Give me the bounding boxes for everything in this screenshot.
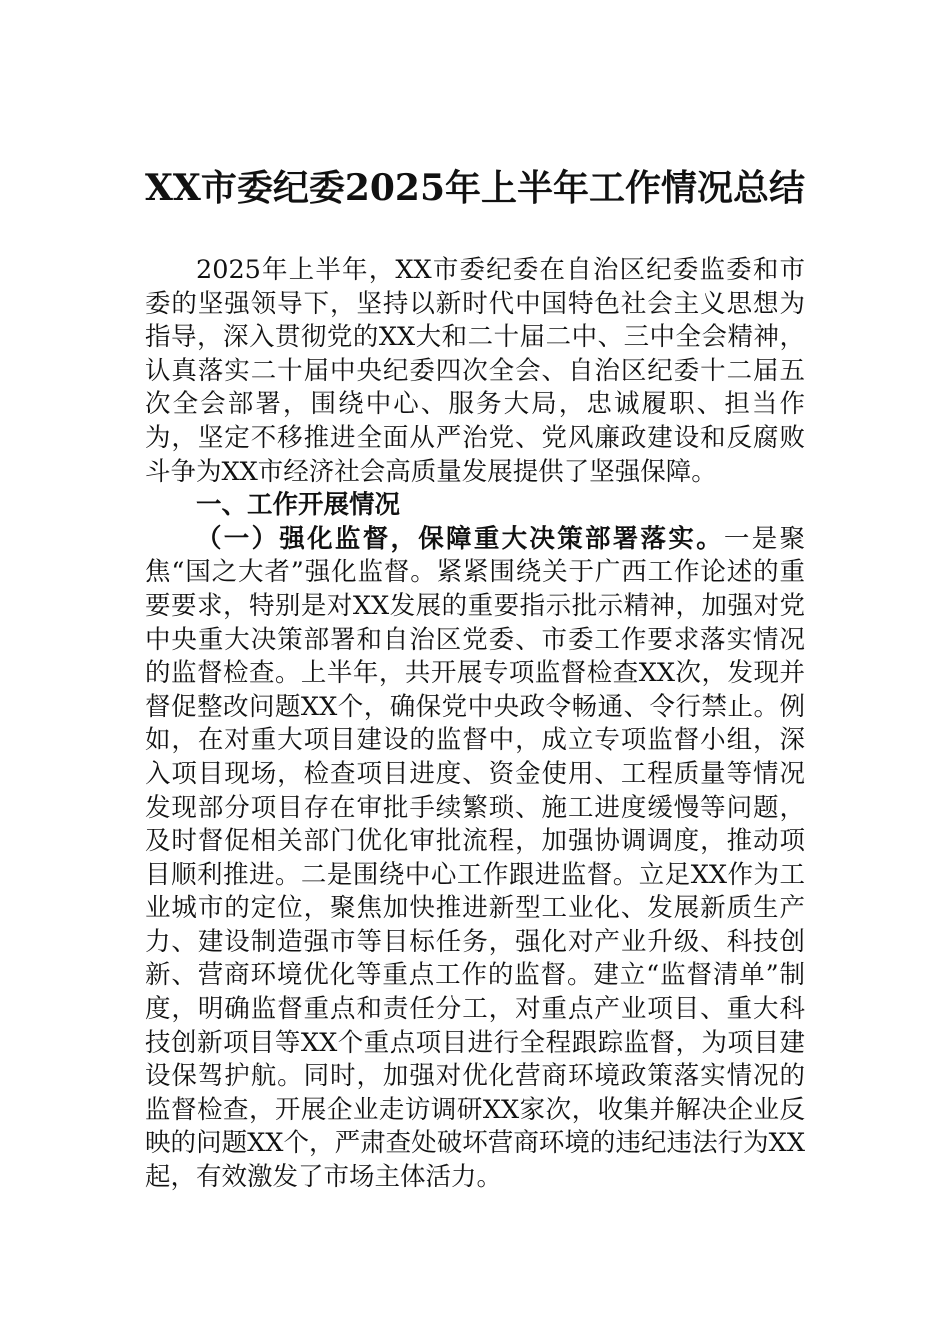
- intro-paragraph: 2025年上半年，XX市委纪委在自治区纪委监委和市委的坚强领导下，坚持以新时代中国特色社会主义思想为指导，深入贯彻党的XX大和二十届二中、三中全会精神，认真落实二十届中央纪委四次全会、自治区纪委十二届五次全会部署，围绕中心、服务大局，忠诚履职、担当作为，坚定不移推进全面从严治党、党风廉政建设和反腐败斗争为XX市经济社会高质量发展提供了坚强保障。: [145, 255, 805, 487]
- subsection-paragraph-1: [145, 523, 805, 1195]
- document-title: XX市委纪委2025年上半年工作情况总结: [144, 167, 806, 209]
- subsection-body-1: 一是聚焦“国之大者”强化监督。紧紧围绕关于广西工作论述的重要要求，特别是对XX发展的重要指示批示精神，加强对党中央重大决策部署和自治区党委、市委工作要求落实情况的监督检查。上半年，共开展专项监督检查XX次，发现并督促整改问题XX个，确保党中央政令畅通、令行禁止。例如，在对重大项目建设的监督中，成立专项监督小组，深入项目现场，检查项目进度、资金使用、工程质量等情况发现部分项目存在审批手续繁琐、施工进度缓慢等问题，及时督促相关部门优化审批流程，加强协调调度，推动项目顺利推进。二是围绕中心工作跟进监督。立足XX作为工业城市的定位，聚焦加快推进新型工业化、发展新质生产力、建设制造强市等目标任务，强化对产业升级、科技创新、营商环境优化等重点工作的监督。建立“监督清单”制度，明确监督重点和责任分工，对重点产业项目、重大科技创新项目等XX个重点项目进行全程跟踪监督，为项目建设保驾护航。同时，加强对优化营商环境政策落实情况的监督检查，开展企业走访调研XX家次，收集并解决企业反映的问题XX个，严肃查处破坏营商环境的违纪违法行为XX起，有效激发了市场主体活力。: [145, 523, 805, 1193]
- section-heading-1: 一、工作开展情况: [196, 490, 401, 521]
- document-body: [145, 254, 805, 1195]
- subsection-lead-1: （一）强化监督，保障重大决策部署落实。: [196, 523, 724, 554]
